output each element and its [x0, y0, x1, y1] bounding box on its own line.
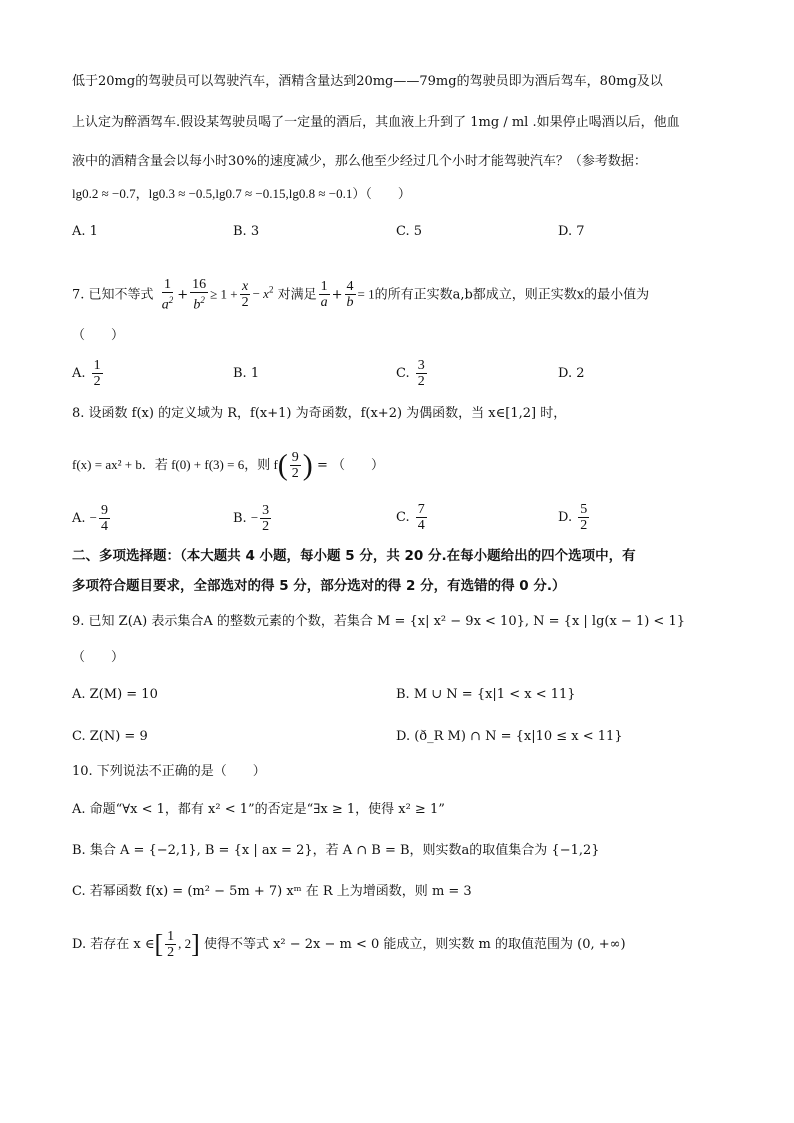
q8-line-1: 8. 设函数 f(x) 的定义域为 R，f(x+1) 为奇函数，f(x+2) 为偶函数，当 x∈[1,2] 时， [72, 406, 567, 421]
q7-frac-x-2: $\frac{x}{2}$ [241, 279, 249, 311]
q10-option-d: D. 若存在 x ∈[ $\frac{1}{2}$ , 2] 使得不等式 x² − 2x − m < 0 能成立，则实数 m 的取值范围为 (0, +∞) [72, 929, 626, 960]
q8-option-b: B. − $\frac{3}{2}$ [233, 503, 270, 534]
q8-option-a: A. − $\frac{9}{4}$ [72, 503, 109, 534]
q10-title: 10. 下列说法不正确的是（ ） [72, 764, 266, 779]
q9-option-b: B. M ∪ N = {x|1 < x < 11} [396, 687, 576, 702]
q7-paren: （ ） [72, 328, 125, 343]
q7-option-c: C. $\frac{3}{2}$ [396, 358, 425, 389]
q9-option-d: D. (ð_R M) ∩ N = {x|10 ≤ x < 11} [396, 729, 623, 744]
q7-number: 7. 已知不等式 [72, 287, 154, 303]
q7-frac-16-b2: $\frac{16}{b^2}$ [192, 277, 207, 313]
q7-tail: 的所有正实数a,b都成立，则正实数x的最小值为 [374, 287, 650, 303]
q8-option-c: C. $\frac{7}{4}$ [396, 502, 425, 533]
q7-frac-4-b: $\frac{4}{b}$ [346, 279, 354, 311]
q7-option-d: D. 2 [558, 366, 585, 381]
q6-line-4: lg0.2 ≈ −0.7，lg0.3 ≈ −0.5,lg0.7 ≈ −0.15,lg0.8 ≈ −0.1）（ ） [72, 186, 411, 201]
q7-frac-1-a2: $\frac{1}{a^2}$ [161, 277, 174, 313]
q7-option-b: B. 1 [233, 366, 260, 381]
q10-option-c: C. 若幂函数 f(x) = (m² − 5m + 7) xᵐ 在 R 上为增函数，则 m = 3 [72, 884, 472, 899]
q7-frac-1-a: $\frac{1}{a}$ [320, 279, 328, 311]
q8-line-2: f(x) = ax² + b．若 f(0) + f(3) = 6，则 f( $\frac{9}{2}$ ) = （ ） [72, 448, 384, 482]
q6-line-1: 低于20mg的驾驶员可以驾驶汽车，酒精含量达到20mg——79mg的驾驶员即为酒后驾车，80mg及以 [72, 74, 663, 89]
q8-option-d: D. $\frac{5}{2}$ [558, 502, 588, 533]
q9-stem: 9. 已知 Z(A) 表示集合A 的整数元素的个数，若集合 M = {x| x² − 9x < 10}, N = {x | lg(x − 1) < 1} [72, 614, 685, 629]
q9-paren: （ ） [72, 650, 125, 665]
q6-option-b: B. 3 [233, 224, 260, 239]
q10-option-b: B. 集合 A = {−2,1}, B = {x | ax = 2}，若 A ∩ B = B，则实数a的取值集合为 {−1,2} [72, 843, 600, 858]
q9-option-a: A. Z(M) = 10 [72, 687, 158, 702]
q6-line-3: 液中的酒精含量会以每小时30%的速度减少，那么他至少经过几个小时才能驾驶汽车？（参考数据： [72, 154, 647, 169]
q9-option-c: C. Z(N) = 9 [72, 729, 148, 744]
q7-mid: 对满足 [277, 287, 317, 303]
q7-stem: 7. 已知不等式 $\frac{1}{a^2}$ + $\frac{16}{b^2}$ ≥ 1 + $\frac{x}{2}$ − $x^2$ 对满足 $\frac{1}{a}$ + $\frac{4}{b}$ = 1的所有正实数a,b都成立，则正实数x的最小值为 [72, 277, 650, 313]
section-heading-line-2: 多项符合题目要求，全部选对的得 5 分，部分选对的得 2 分，有选错的得 0 分.） [72, 578, 566, 594]
q10-option-a: A. 命题“∀x < 1，都有 x² < 1”的否定是“∃x ≥ 1，使得 x² ≥ 1” [72, 802, 445, 817]
section-heading-line-1: 二、多项选择题：（本大题共 4 小题，每小题 5 分，共 20 分.在每小题给出的四个选项中，有 [72, 548, 636, 564]
q6-option-c: C. 5 [396, 224, 423, 239]
q6-line-2: 上认定为醉酒驾车.假设某驾驶员喝了一定量的酒后，其血液上升到了 1mg / ml .如果停止喝酒以后，他血 [72, 115, 680, 130]
q6-option-a: A. 1 [72, 224, 98, 239]
q7-option-a: A. $\frac{1}{2}$ [72, 358, 101, 389]
q6-option-d: D. 7 [558, 224, 585, 239]
